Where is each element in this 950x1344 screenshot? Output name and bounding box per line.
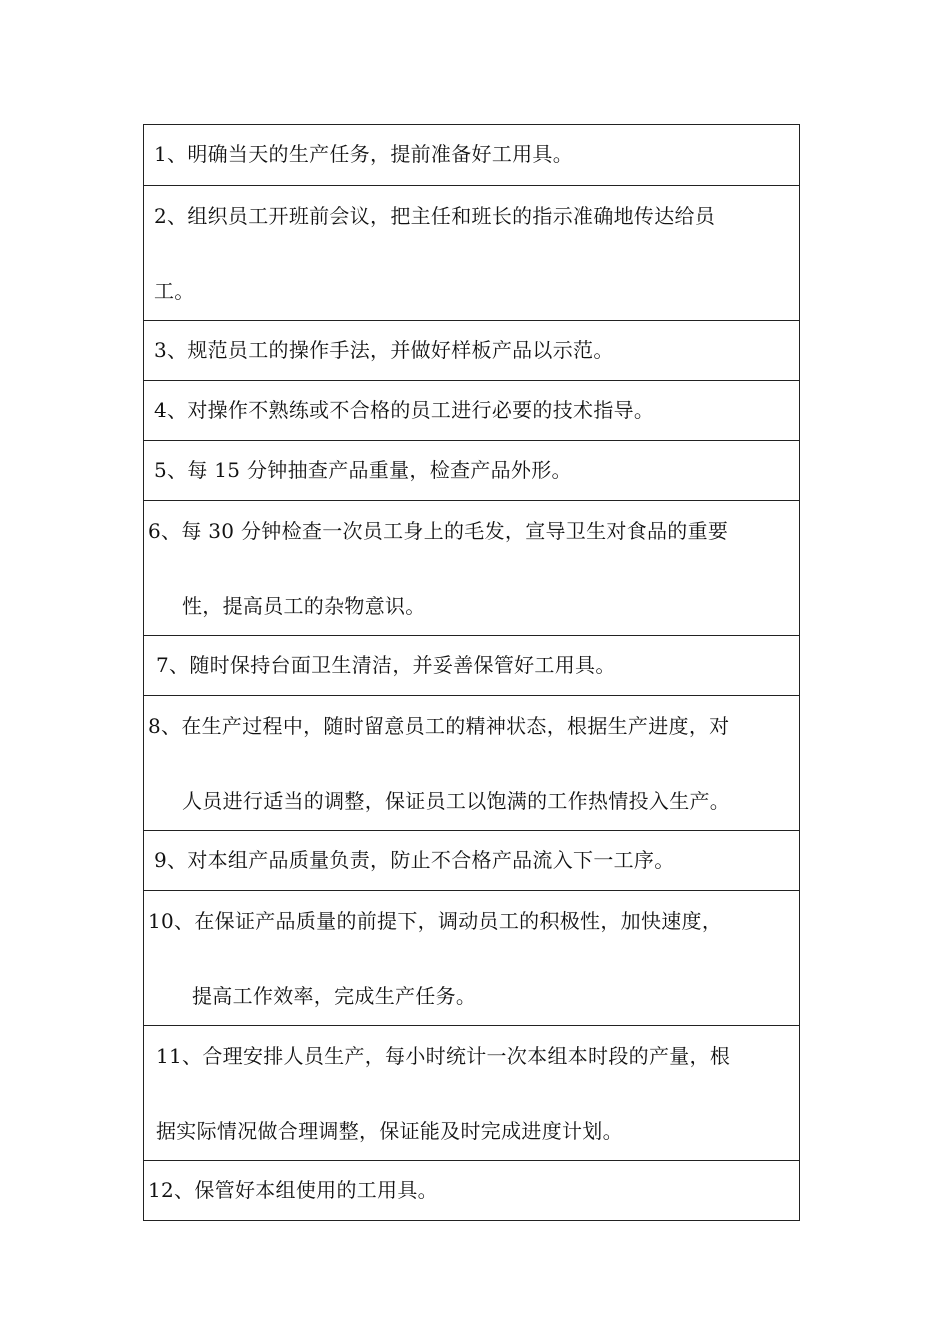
duty-text: 3、规范员工的操作手法，并做好样板产品以示范。 <box>154 338 614 362</box>
duty-text: 1、明确当天的生产任务，提前准备好工用具。 <box>154 142 574 166</box>
duty-row-8 <box>144 695 799 830</box>
duty-text: 10、在保证产品质量的前提下，调动员工的积极性，加快速度， <box>148 909 723 933</box>
duty-text-continued: 人员进行适当的调整，保证员工以饱满的工作热情投入生产。 <box>182 789 731 813</box>
duty-row-3 <box>144 320 799 380</box>
duty-row-12 <box>144 1160 799 1220</box>
duty-text: 5、每 15 分钟抽查产品重量，检查产品外形。 <box>154 458 572 482</box>
duty-text-continued: 工。 <box>154 279 195 303</box>
duty-row-11 <box>144 1025 799 1160</box>
duty-text: 11、合理安排人员生产，每小时统计一次本组本时段的产量，根 <box>156 1044 731 1068</box>
duty-table <box>143 124 800 1221</box>
duty-row-6 <box>144 500 799 635</box>
duty-text: 4、对操作不熟练或不合格的员工进行必要的技术指导。 <box>154 398 655 422</box>
duty-text: 6、每 30 分钟检查一次员工身上的毛发，宣导卫生对食品的重要 <box>148 519 729 543</box>
duty-row-2 <box>144 185 799 320</box>
duty-row-9 <box>144 830 799 890</box>
duty-text: 7、随时保持台面卫生清洁，并妥善保管好工用具。 <box>156 653 616 677</box>
duty-row-1 <box>144 125 799 185</box>
duty-row-10 <box>144 890 799 1025</box>
duty-text: 2、组织员工开班前会议，把主任和班长的指示准确地传达给员 <box>154 204 716 228</box>
duty-row-7 <box>144 635 799 695</box>
duty-row-4 <box>144 380 799 440</box>
duty-text-continued: 据实际情况做合理调整，保证能及时完成进度计划。 <box>156 1119 623 1143</box>
duty-text-continued: 性，提高员工的杂物意识。 <box>182 594 426 618</box>
duty-text: 8、在生产过程中，随时留意员工的精神状态，根据生产进度，对 <box>148 714 730 738</box>
duty-row-5 <box>144 440 799 500</box>
duty-text-continued: 提高工作效率，完成生产任务。 <box>192 984 477 1008</box>
duty-text: 9、对本组产品质量负责，防止不合格产品流入下一工序。 <box>154 848 675 872</box>
duty-text: 12、保管好本组使用的工用具。 <box>148 1178 438 1202</box>
